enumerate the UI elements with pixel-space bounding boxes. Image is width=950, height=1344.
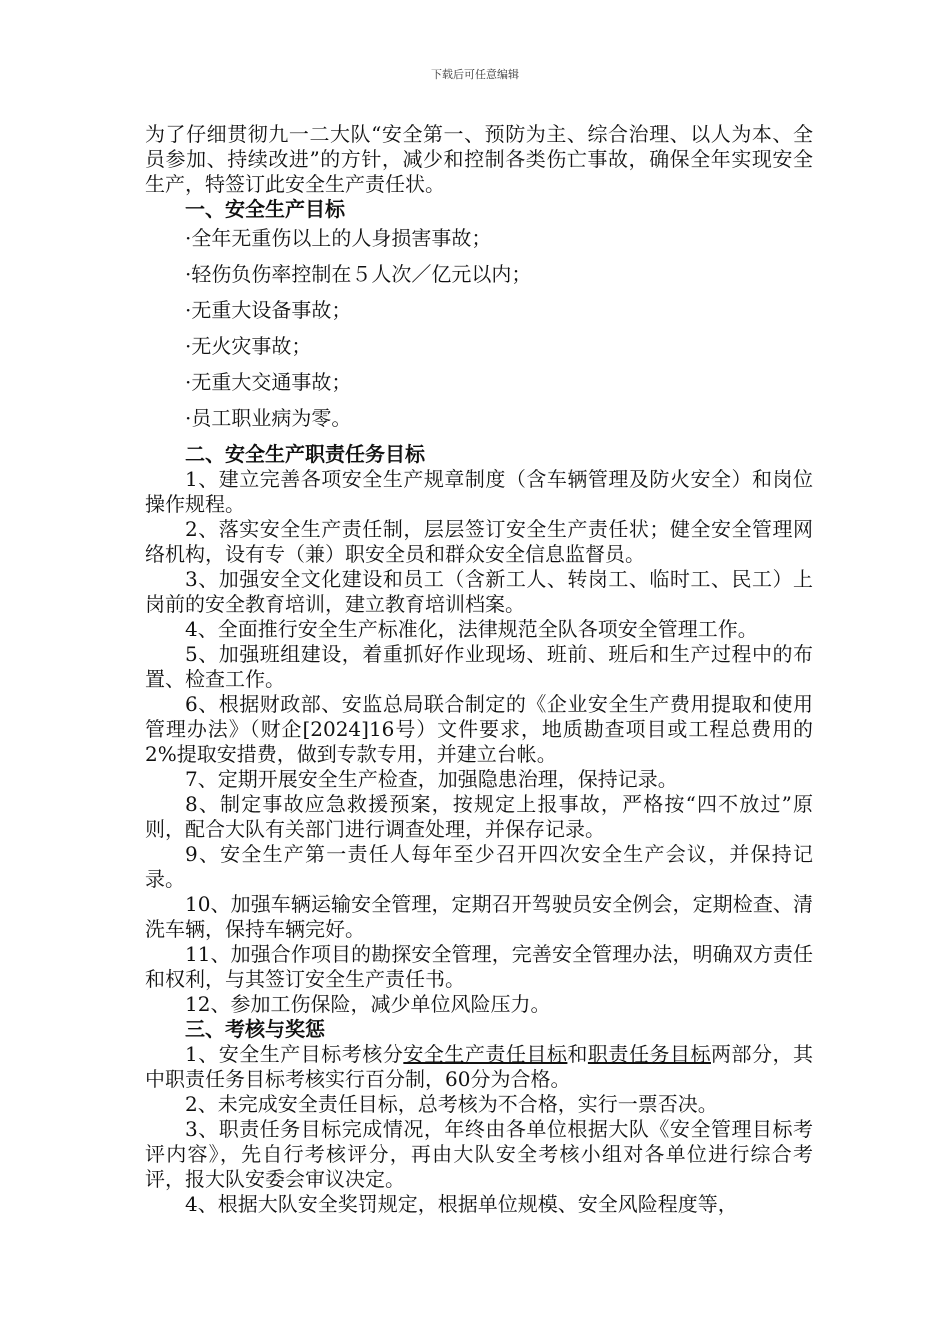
safety-responsibility-target-link[interactable]: 安全生产责任目标 xyxy=(403,1042,568,1066)
task-item: 12、参加工伤保险，减少单位风险压力。 xyxy=(185,992,551,1016)
section-3-title: 三、考核与奖惩 xyxy=(185,1017,325,1041)
goal-item: ·无重大交通事故； xyxy=(185,370,352,394)
goal-item: ·无重大设备事故； xyxy=(185,298,352,322)
task-item: 4、全面推行安全生产标准化，法律规范全队各项安全管理工作。 xyxy=(185,617,758,641)
task-item: 11、加强合作项目的勘探安全管理，完善安全管理办法，明确双方责任和权利，与其签订安全生产责任书。 xyxy=(145,942,813,991)
task-item: 10、加强车辆运输安全管理，定期召开驾驶员安全例会，定期检查、清洗车辆，保持车辆完好。 xyxy=(145,892,813,941)
assessment-item: 3、职责任务目标完成情况，年终由各单位根据大队《安全管理目标考评内容》，先自行考核评分，再由大队安全考核小组对各单位进行综合考评，报大队安委会审议决定。 xyxy=(145,1117,813,1191)
goal-item: ·轻伤负伤率控制在５人次／亿元以内； xyxy=(185,262,532,286)
document-body xyxy=(145,122,813,1217)
goal-item: ·无火灾事故； xyxy=(185,334,312,358)
duty-task-target-link[interactable]: 职责任务目标 xyxy=(587,1042,711,1066)
task-item: 5、加强班组建设，着重抓好作业现场、班前、班后和生产过程中的布置、检查工作。 xyxy=(145,642,813,691)
task-item: 3、加强安全文化建设和员工（含新工人、转岗工、临时工、民工）上岗前的安全教育培训，建立教育培训档案。 xyxy=(145,567,813,616)
task-item: 9、安全生产第一责任人每年至少召开四次安全生产会议，并保持记录。 xyxy=(145,842,813,891)
assessment-item-mid: 和 xyxy=(567,1042,588,1066)
assessment-item-suffix: 两部分，其中职责任务目标考核实行百分制，60分为合格。 xyxy=(145,1042,814,1091)
assessment-item: 4、根据大队安全奖罚规定，根据单位规模、安全风险程度等， xyxy=(185,1192,738,1216)
task-item: 1、建立完善各项安全生产规章制度（含车辆管理及防火安全）和岗位操作规程。 xyxy=(145,467,813,516)
intro-paragraph: 为了仔细贯彻九一二大队“安全第一、预防为主、综合治理、以人为本、全员参加、持续改进”的方针，减少和控制各类伤亡事故，确保全年实现安全生产，特签订此安全生产责任状。 xyxy=(145,122,813,196)
assessment-item-prefix: 1、安全生产目标考核分 xyxy=(185,1042,404,1066)
task-item: 8、制定事故应急救援预案，按规定上报事故，严格按“四不放过”原则，配合大队有关部门进行调查处理，并保存记录。 xyxy=(145,792,813,841)
task-item: 2、落实安全生产责任制，层层签订安全生产责任状；健全安全管理网络机构，设有专（兼）职安全员和群众安全信息监督员。 xyxy=(145,517,813,566)
page-header-note: 下载后可任意编辑 xyxy=(431,68,519,81)
goal-item: ·员工职业病为零。 xyxy=(185,406,352,430)
task-item: 6、根据财政部、安监总局联合制定的《企业安全生产费用提取和使用管理办法》（财企[2024]16号）文件要求，地质勘查项目或工程总费用的2%提取安措费，做到专款专用，并建立台帐。 xyxy=(145,692,813,766)
task-item: 7、定期开展安全生产检查，加强隐患治理，保持记录。 xyxy=(185,767,678,791)
assessment-item xyxy=(145,1042,813,1092)
section-2-title: 二、安全生产职责任务目标 xyxy=(185,442,425,466)
assessment-item: 2、未完成安全责任目标，总考核为不合格，实行一票否决。 xyxy=(185,1092,718,1116)
goal-item: ·全年无重伤以上的人身损害事故； xyxy=(185,226,492,250)
section-1-title: 一、安全生产目标 xyxy=(185,197,345,221)
